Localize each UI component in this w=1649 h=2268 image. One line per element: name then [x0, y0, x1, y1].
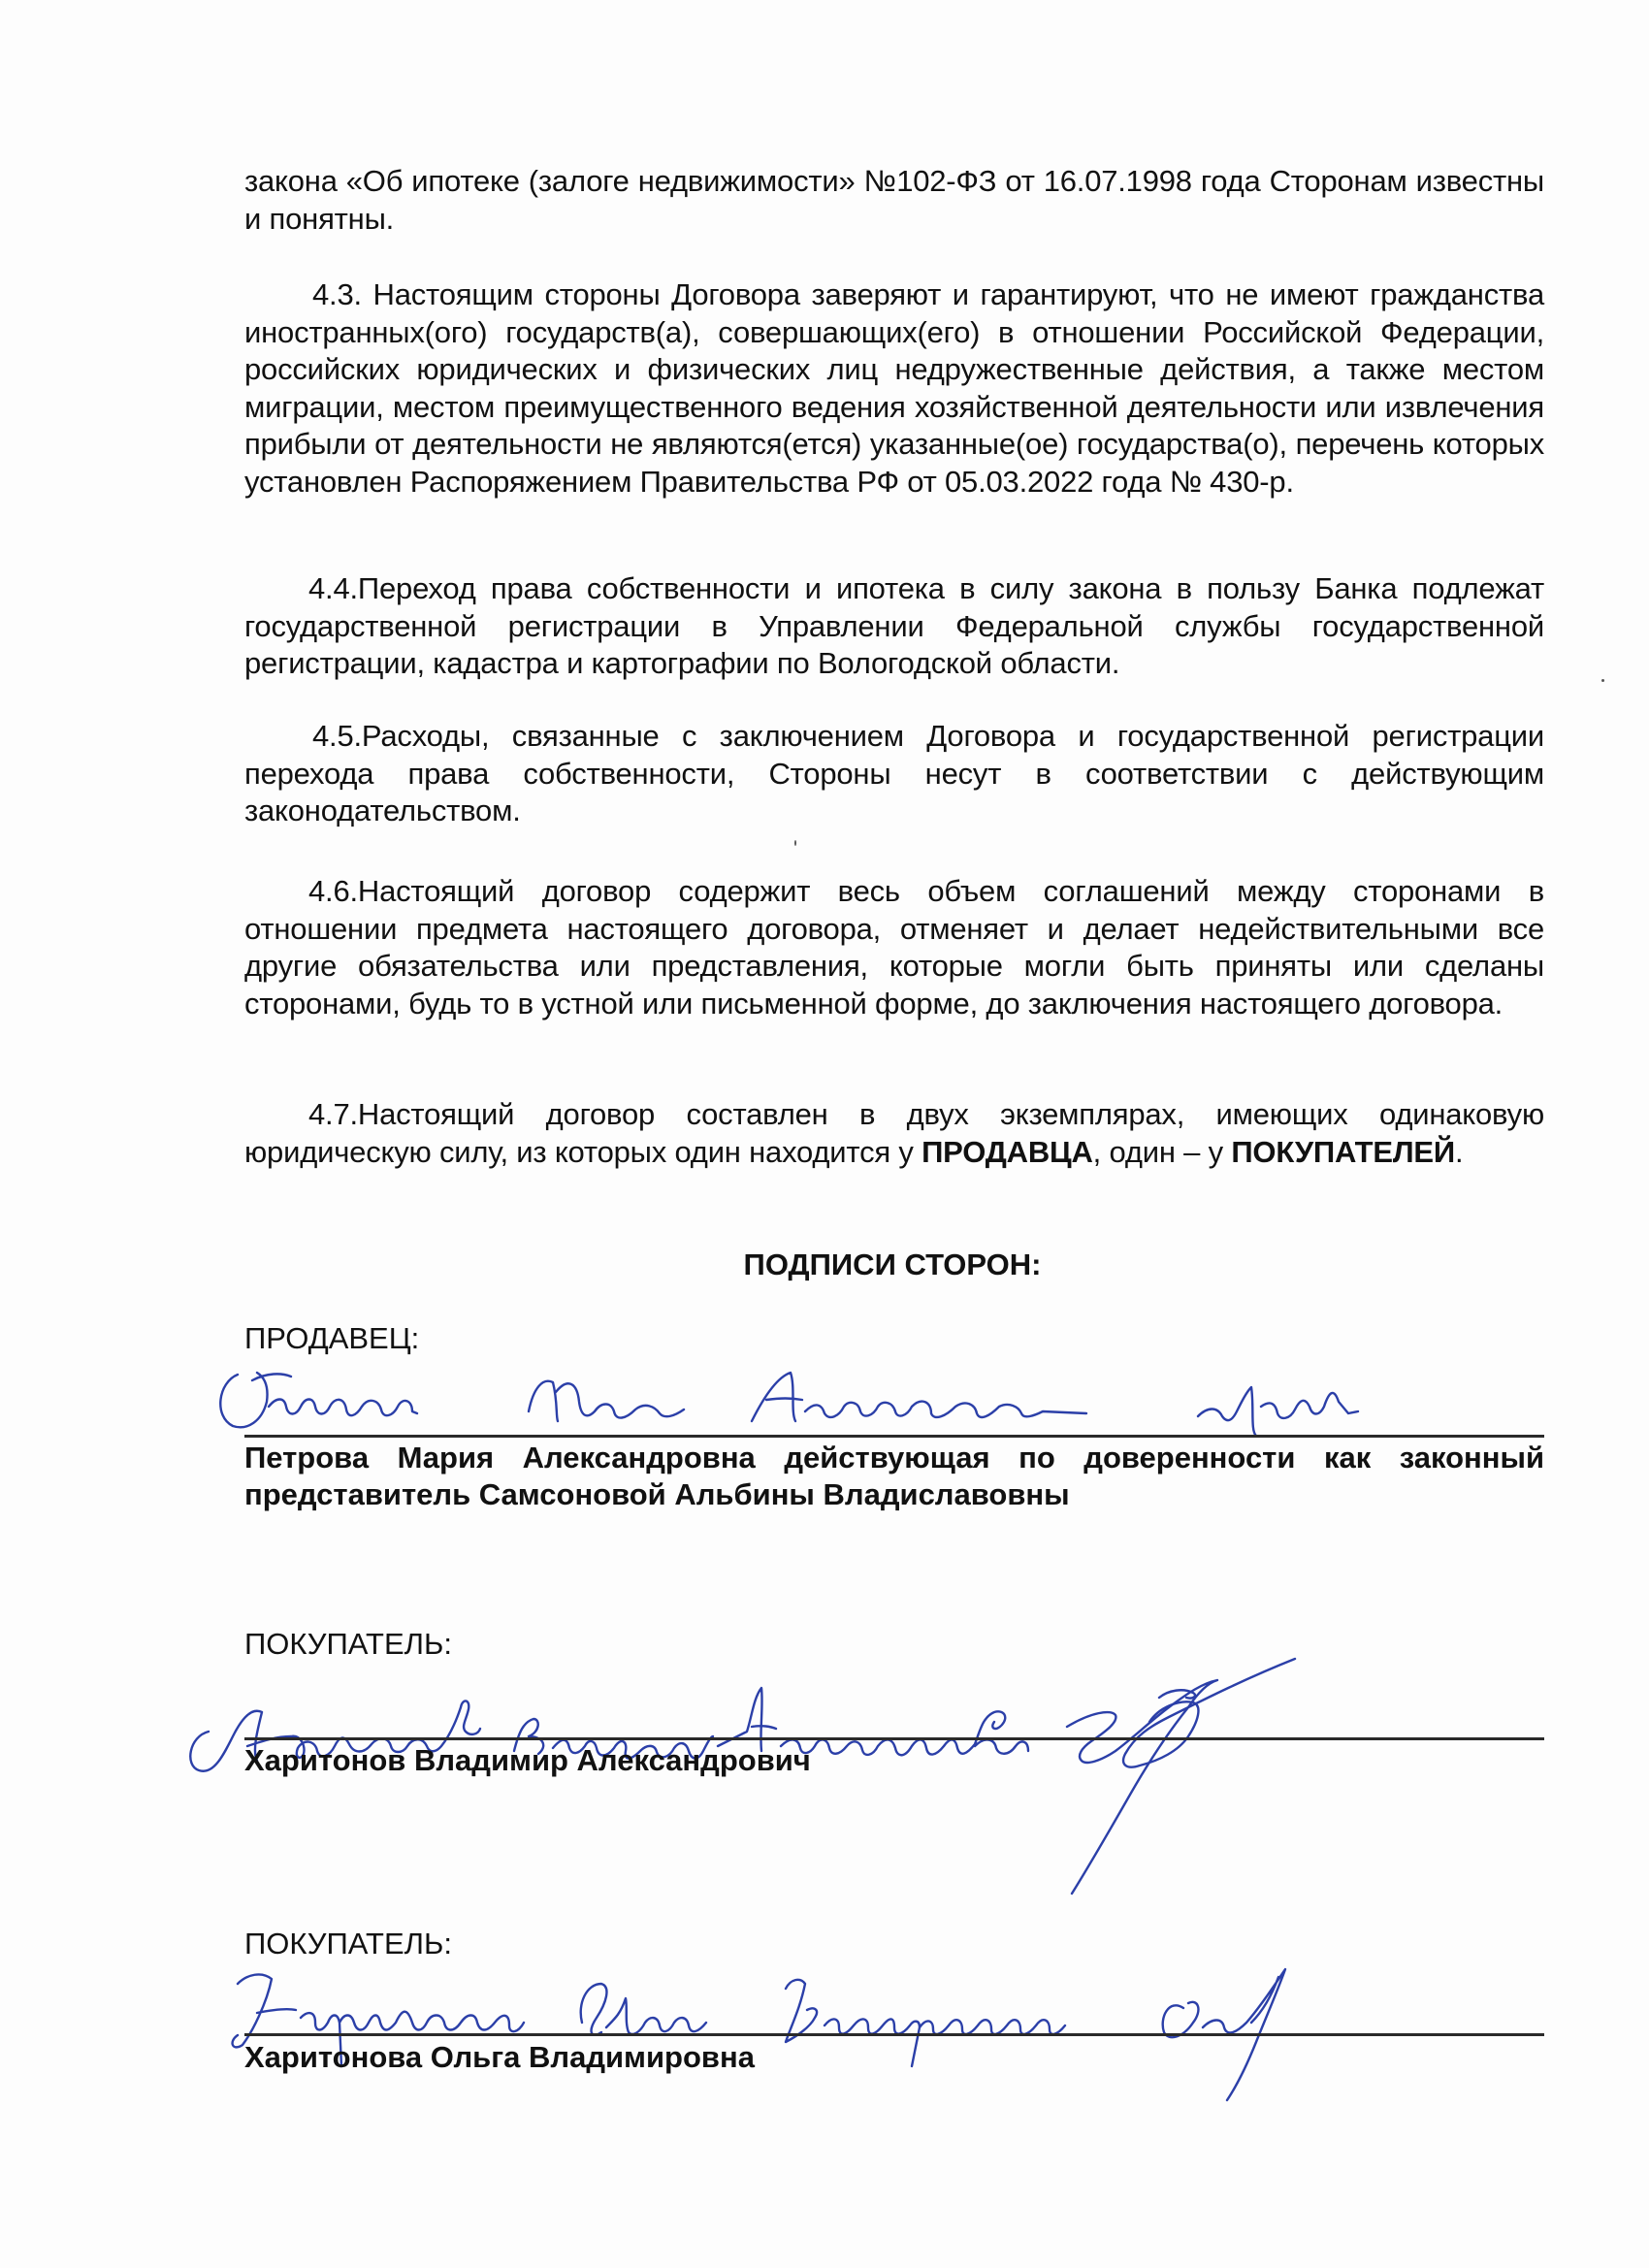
buyer1-signature [179, 1639, 1596, 1930]
clause-4-7-part2: , один – у [1092, 1134, 1232, 1169]
clause-4-7-part3: . [1454, 1134, 1464, 1169]
clause-4-7-part1: 4.7.Настоящий договор составлен в двух экземплярах, имеющих одинаковую юридическую силу, из которых один находится у [244, 1097, 1544, 1169]
clause-4-3 [244, 276, 1544, 501]
continuation-text: закона «Об ипотеке (залоге недвижимости» №102-ФЗ от 16.07.1998 года Сторонам известны и понятны. [244, 164, 1544, 236]
seller-signature-stroke [1198, 1387, 1358, 1436]
buyer2-signature-stroke [581, 1984, 706, 2035]
buyer2-name: Харитонова Ольга Владимировна [244, 2040, 755, 2074]
seller-signature-stroke [529, 1381, 684, 1421]
scan-speck [794, 840, 796, 846]
buyers-emphasis: ПОКУПАТЕЛЕЙ [1231, 1134, 1455, 1169]
seller-signature-line [244, 1435, 1544, 1438]
buyer2-signature-line [244, 2033, 1544, 2036]
paragraph-continuation [244, 163, 1544, 238]
clause-4-4 [244, 570, 1544, 683]
seller-signature-stroke [752, 1373, 1086, 1421]
buyer1-name: Харитонов Владимир Александрович [244, 1743, 811, 1777]
clause-4-3-text: 4.3. Настоящим стороны Договора заверяют и гарантируют, что не имеют гражданства иностранных(ого) государств(а), совершающих(его) в отношении Российской Федерации, российских юридических и физических лиц недружественные действия, а также местом миграции, местом преимущественного ведения хозяйственной деятельности или извлечения прибыли от деятельности не являются(ется) указанные(ое) государства(о), перечень которых установлен Распоряжением Правительства РФ от 05.03.2022 года № 430-р. [244, 277, 1544, 499]
clause-4-7 [244, 1096, 1544, 1171]
seller-label: ПРОДАВЕЦ: [244, 1321, 420, 1355]
scan-speck [1601, 679, 1604, 682]
clause-4-5 [244, 718, 1544, 830]
buyer2-label: ПОКУПАТЕЛЬ: [244, 1927, 452, 1960]
seller-signature [209, 1363, 1586, 1441]
buyer1-signature-stroke [1067, 1680, 1217, 1894]
signatures-title: ПОДПИСИ СТОРОН: [743, 1247, 1042, 1281]
seller-emphasis: ПРОДАВЦА [922, 1134, 1093, 1169]
clause-4-4-text: 4.4.Переход права собственности и ипотека в силу закона в пользу Банка подлежат государственной регистрации в Управлении Федеральной службы государственной регистрации, кадастра и картографии по Вологодской области. [244, 571, 1544, 680]
clause-4-7-text [244, 1096, 1544, 1171]
buyer1-label: ПОКУПАТЕЛЬ: [244, 1627, 452, 1661]
clause-4-6 [244, 873, 1544, 1022]
seller-signature-stroke [220, 1373, 417, 1427]
seller-name: Петрова Мария Александровна действующая по доверенности как законный представитель Самсоновой Альбины Владиславовны [244, 1441, 1544, 1511]
clause-4-6-text: 4.6.Настоящий договор содержит весь объем соглашений между сторонами в отношении предмета настоящего договора, отменяет и делает недействительными все другие обязательства или представления, которые могли быть приняты или сделаны сторонами, будь то в устной или письменной форме, до заключения настоящего договора. [244, 874, 1544, 1021]
buyer1-signature-line [244, 1737, 1544, 1740]
clause-4-5-text: 4.5.Расходы, связанные с заключением Договора и государственной регистрации перехода права собственности, Стороны несут в соответствии с действующим законодательством. [244, 719, 1544, 827]
buyer2-signature [194, 1930, 1610, 2105]
